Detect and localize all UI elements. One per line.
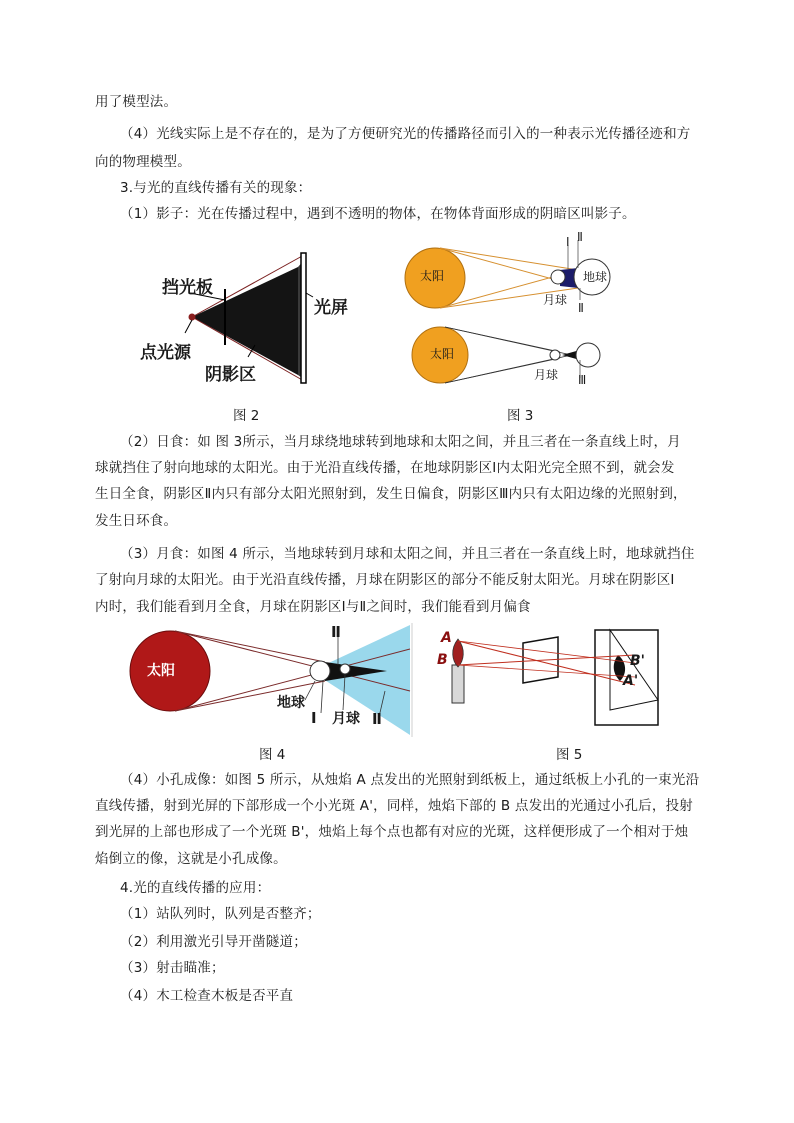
moon-label-bottom: 月球 — [534, 368, 559, 382]
list-item: （1）站队列时，队列是否整齐； — [120, 906, 321, 922]
figure-3-caption: 图 3 — [507, 408, 534, 424]
region-3-label: Ⅲ — [578, 373, 587, 387]
section-heading: 4.光的直线传播的应用： — [120, 880, 271, 896]
region-2-label-top: Ⅱ — [331, 623, 341, 641]
screen-label: 光屏 — [314, 298, 348, 318]
sun-label-bottom: 太阳 — [430, 347, 455, 361]
text-line: （2）日食：如 图 3所示，当月球绕地球转到地球和太阳之间，并且三者在一条直线上时，月 — [120, 434, 681, 450]
moon-label-top: 月球 — [543, 293, 568, 307]
point-source-label: 点光源 — [140, 343, 191, 363]
moon-label: 月球 — [332, 711, 360, 727]
text-line: （4）光线实际上是不存在的，是为了方便研究光的传播路径而引入的一种表示光传播径迹和方 — [120, 126, 691, 142]
list-item: （2）利用激光引导开凿隧道； — [120, 934, 307, 950]
text-line: 用了模型法。 — [95, 94, 178, 110]
sun-label-top: 太阳 — [420, 269, 445, 283]
text-line: 发生日环食。 — [95, 513, 178, 529]
sun-label: 太阳 — [147, 663, 175, 679]
text-line: 直线传播，射到光屏的下部形成一个小光斑 A'，同样，烛焰下部的 B 点发出的光通过小孔后，投射 — [95, 798, 693, 814]
figure-4-lunar-eclipse-diagram — [125, 625, 410, 735]
region-2-label-bottom: Ⅱ — [578, 301, 584, 315]
region-1-label: Ⅰ — [311, 709, 317, 727]
text-line: 焰倒立的像，这就是小孔成像。 — [95, 851, 287, 867]
text-line: 生日全食，阴影区Ⅱ内只有部分太阳光照射到，发生日偏食，阴影区Ⅲ内只有太阳边缘的光照射到， — [95, 486, 687, 502]
figure-5-caption: 图 5 — [556, 747, 583, 763]
earth-label: 地球 — [583, 270, 608, 284]
earth-label: 地球 — [277, 695, 305, 711]
point-a-label: A — [441, 630, 452, 646]
point-a-prime-label: A' — [623, 673, 639, 689]
text-line: 球就挡住了射向地球的太阳光。由于光沿直线传播，在地球阴影区Ⅰ内太阳光完全照不到，就会发 — [95, 460, 675, 476]
list-item: （4）木工检查木板是否平直 — [120, 988, 294, 1004]
region-2-label: Ⅱ — [577, 230, 583, 244]
point-b-label: B — [437, 652, 448, 668]
text-line: 到光屏的上部也形成了一个光斑 B'，烛焰上每个点也都有对应的光斑，这样便形成了一个相对于烛 — [95, 824, 689, 840]
text-line: 内时，我们能看到月全食，月球在阴影区Ⅰ与Ⅱ之间时，我们能看到月偏食 — [95, 599, 531, 615]
section-heading: 3.与光的直线传播有关的现象： — [120, 180, 312, 196]
region-2-label-bottom: Ⅱ — [372, 710, 382, 728]
text-line: 向的物理模型。 — [95, 154, 191, 170]
text-line: （3）月食：如图 4 所示，当地球转到月球和太阳之间，并且三者在一条直线上时，地球就挡住 — [120, 546, 695, 562]
list-item: （3）射击瞄准； — [120, 960, 225, 976]
region-1-label: Ⅰ — [566, 235, 570, 249]
text-line: 了射向月球的太阳光。由于光沿直线传播，月球在阴影区的部分不能反射太阳光。月球在阴影区Ⅰ — [95, 572, 675, 588]
figure-4-caption: 图 4 — [259, 747, 286, 763]
text-line: （4）小孔成像：如图 5 所示，从烛焰 A 点发出的光照射到纸板上，通过纸板上小孔的一束光沿 — [120, 772, 700, 788]
text-line: （1）影子：光在传播过程中，遇到不透明的物体，在物体背面形成的阴暗区叫影子。 — [120, 206, 636, 222]
baffle-label: 挡光板 — [162, 278, 213, 298]
point-b-prime-label: B' — [630, 653, 645, 669]
figure-2-caption: 图 2 — [233, 408, 260, 424]
shadow-area-label: 阴影区 — [205, 365, 256, 385]
